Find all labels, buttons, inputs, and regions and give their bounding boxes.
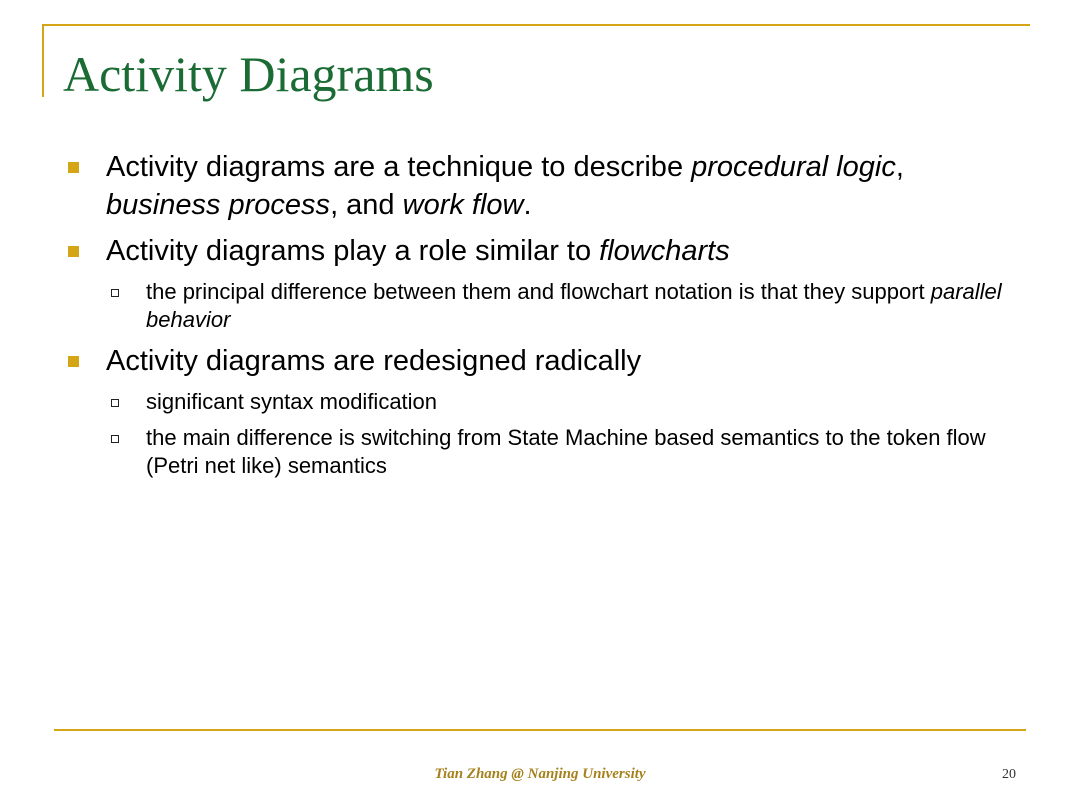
square-bullet-icon bbox=[68, 162, 79, 173]
page-number: 20 bbox=[1002, 767, 1016, 782]
title-frame-left-line bbox=[42, 24, 44, 97]
emphasized-text: work flow bbox=[402, 189, 524, 221]
emphasized-text: parallel behavior bbox=[146, 279, 1002, 332]
text-run: Activity diagrams are a technique to describe bbox=[106, 151, 692, 183]
hollow-square-bullet-icon bbox=[111, 435, 119, 443]
emphasized-text: business process bbox=[106, 189, 331, 221]
text-run: , bbox=[895, 151, 904, 183]
footer-credit: Tian Zhang @ Nanjing University bbox=[434, 766, 646, 782]
bullet-list bbox=[66, 148, 1026, 488]
footer-divider bbox=[54, 729, 1026, 731]
emphasized-text: procedural logic bbox=[691, 151, 896, 183]
sub-bullet-item bbox=[66, 388, 1026, 416]
text-run: significant syntax modification bbox=[146, 389, 438, 414]
bullet-item bbox=[66, 342, 1026, 380]
text-run: Activity diagrams play a role similar to bbox=[106, 235, 600, 267]
square-bullet-icon bbox=[68, 246, 79, 257]
sub-bullet-item bbox=[66, 424, 1026, 480]
bullet-item bbox=[66, 148, 1026, 224]
title-frame-top-line bbox=[42, 24, 1030, 26]
text-run: Activity diagrams are redesigned radically bbox=[106, 345, 642, 377]
text-run: . bbox=[523, 189, 532, 221]
emphasized-text: flowcharts bbox=[599, 235, 730, 267]
text-run: , and bbox=[330, 189, 403, 221]
bullet-item bbox=[66, 232, 1026, 270]
hollow-square-bullet-icon bbox=[111, 289, 119, 297]
sub-bullet-item bbox=[66, 278, 1026, 334]
text-run: the main difference is switching from State Machine based semantics to the token flow (Petri net like) semantics bbox=[146, 425, 986, 478]
slide-title: Activity Diagrams bbox=[63, 46, 434, 102]
hollow-square-bullet-icon bbox=[111, 399, 119, 407]
text-run: the principal difference between them and flowchart notation is that they support bbox=[146, 279, 931, 304]
square-bullet-icon bbox=[68, 356, 79, 367]
